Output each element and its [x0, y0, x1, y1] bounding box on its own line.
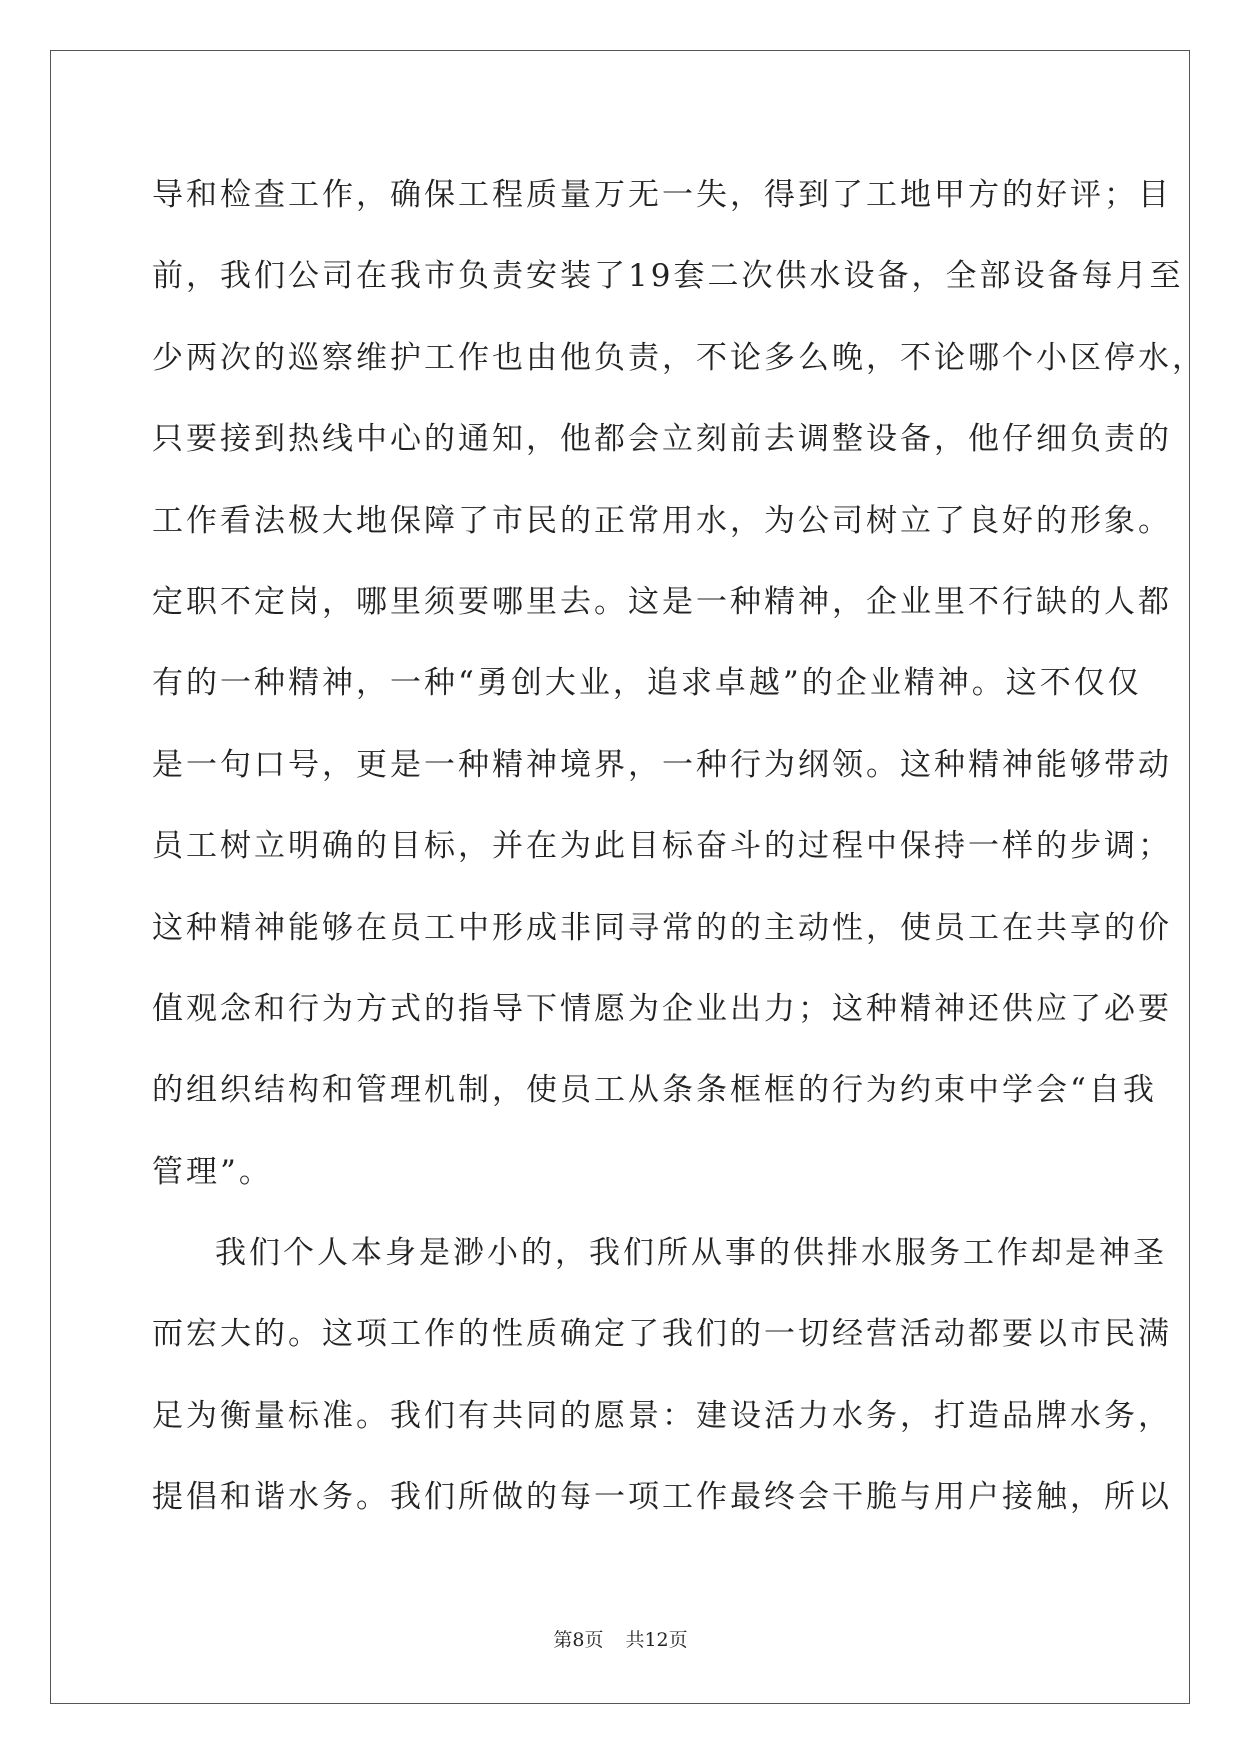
text-line: 员工树立明确的目标，并在为此目标奋斗的过程中保持一样的步调； — [152, 828, 1172, 865]
text-line: 足为衡量标准。我们有共同的愿景：建设活力水务，打造品牌水务， — [152, 1397, 1172, 1434]
text-line: 只要接到热线中心的通知，他都会立刻前去调整设备，他仔细负责的 — [152, 421, 1172, 458]
text-line: 管理”。 — [152, 1153, 273, 1190]
text-line: 定职不定岗，哪里须要哪里去。这是一种精神，企业里不行缺的人都 — [152, 583, 1172, 620]
text-line: 值观念和行为方式的指导下情愿为企业出力；这种精神还供应了必要 — [152, 990, 1172, 1027]
text-line: 前，我们公司在我市负责安装了19套二次供水设备，全部设备每月至 — [152, 258, 1184, 295]
page-footer — [0, 1625, 1241, 1652]
text-line: 有的一种精神，一种“勇创大业，追求卓越”的企业精神。这不仅仅 — [152, 665, 1142, 702]
text-line: 这种精神能够在员工中形成非同寻常的的主动性，使员工在共享的价 — [152, 909, 1172, 946]
text-line: 提倡和谐水务。我们所做的每一项工作最终会干脆与用户接触，所以 — [152, 1479, 1172, 1516]
page-number: 第8页 — [553, 1629, 604, 1651]
page-total: 共12页 — [625, 1629, 688, 1651]
document-body — [152, 155, 1206, 1539]
text-line: 的组织结构和管理机制，使员工从条条框框的行为约束中学会“自我 — [152, 1072, 1157, 1109]
text-line: 我们个人本身是渺小的，我们所从事的供排水服务工作却是神圣 — [215, 1235, 1167, 1272]
text-line: 而宏大的。这项工作的性质确定了我们的一切经营活动都要以市民满 — [152, 1316, 1172, 1353]
text-line: 工作看法极大地保障了市民的正常用水，为公司树立了良好的形象。 — [152, 502, 1172, 539]
text-line: 少两次的巡察维护工作也由他负责，不论多么晚，不论哪个小区停水， — [152, 339, 1206, 376]
text-line: 是一句口号，更是一种精神境界，一种行为纲领。这种精神能够带动 — [152, 746, 1172, 783]
text-line: 导和检查工作，确保工程质量万无一失，得到了工地甲方的好评；目 — [152, 177, 1172, 213]
